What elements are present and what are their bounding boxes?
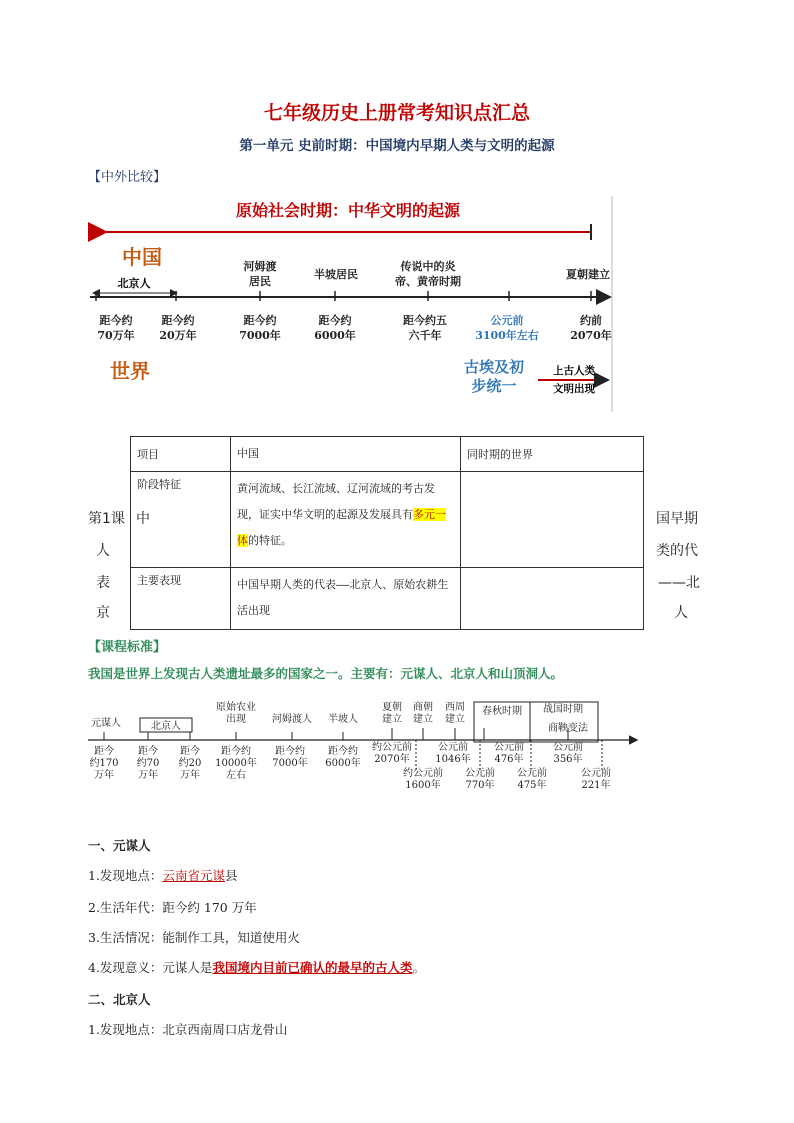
- date-2b: 20万年: [159, 329, 197, 342]
- ancient-1: 上古人类: [553, 365, 595, 377]
- t2-bot-20: 公元前: [494, 742, 524, 753]
- date-3b: 7000年: [239, 329, 281, 342]
- t2-top-9: 建立: [413, 714, 433, 725]
- beijing-man-label: 北京人: [117, 277, 151, 290]
- t2-top-0: 元谋人: [91, 718, 121, 729]
- date-5b: 六千年: [408, 329, 442, 342]
- t2-top-10: 西周: [445, 702, 465, 713]
- page-title: 七年级历史上册常考知识点汇总: [263, 102, 530, 124]
- date-4a: 距今约: [318, 314, 352, 327]
- side-right-3: ——北: [658, 575, 700, 591]
- row-label: 主要表现: [131, 568, 231, 630]
- heading-beijing: 二、北京人: [88, 992, 151, 1007]
- side-right-4: 人: [674, 605, 688, 621]
- side-right-2: 类的代: [656, 543, 698, 559]
- table-header-world: 同时期的世界: [461, 437, 644, 472]
- event-hemudu-1: 河姆渡: [243, 260, 277, 273]
- date-3a: 距今约: [243, 314, 277, 327]
- t2-bot-11: 左右: [226, 770, 246, 781]
- t2-low-7: 221年: [581, 780, 611, 791]
- t2-bot-14: 距今约: [328, 746, 358, 757]
- side-left-3: 人: [96, 543, 110, 559]
- world-label: 世界: [110, 359, 150, 383]
- t2-top-2: 原始农业: [216, 702, 256, 713]
- t2-top-4: 河姆渡人: [272, 714, 312, 725]
- t2-top-3: 出现: [226, 714, 246, 725]
- t2-bot-19: 1046年: [435, 754, 471, 765]
- t2-bot-0: 距今: [94, 746, 114, 757]
- t2-bot-2: 万年: [94, 770, 114, 781]
- table-header-china: 中国: [231, 437, 461, 472]
- t2-low-1: 1600年: [405, 780, 441, 791]
- date-7b: 2070年: [570, 329, 612, 342]
- t2-bot-17: 2070年: [374, 754, 410, 765]
- t2-low-2: 公元前: [465, 768, 495, 779]
- row-label: 阶段特征: [131, 472, 231, 568]
- t2-bot-10: 10000年: [215, 758, 257, 769]
- date-6b: 3100年左右: [475, 329, 539, 342]
- t2-bot-9: 距今约: [221, 746, 251, 757]
- t2-bot-7: 约20: [178, 758, 202, 769]
- side-right-1: 国早期: [656, 511, 698, 527]
- t2-top-14: 商鞅变法: [548, 723, 588, 734]
- t2-bot-4: 约70: [136, 758, 160, 769]
- china-label: 中国: [122, 245, 162, 269]
- row-china-highlight: 多元一体: [237, 508, 446, 547]
- date-6a: 公元前: [490, 314, 524, 327]
- t2-low-0: 约公元前: [403, 768, 443, 779]
- unit-subtitle: 第一单元 史前时期：中国境内早期人类与文明的起源: [239, 138, 555, 154]
- t2-top-11: 建立: [445, 714, 465, 725]
- date-1a: 距今约: [99, 314, 133, 327]
- t2-top-1: 北京人: [151, 721, 181, 732]
- banner-text: 原始社会时期：中华文明的起源: [235, 201, 461, 220]
- t2-bot-8: 万年: [180, 770, 200, 781]
- t2-low-4: 公元前: [517, 768, 547, 779]
- t2-bot-13: 7000年: [272, 758, 308, 769]
- side-left-5: 京: [96, 605, 110, 621]
- ancient-2: 文明出现: [553, 383, 595, 395]
- table-header-item: 项目: [131, 437, 231, 472]
- t2-bot-12: 距今约: [275, 746, 305, 757]
- t2-top-5: 半坡人: [328, 714, 358, 725]
- egypt-2: 步统一: [471, 377, 517, 395]
- t2-bot-18: 公元前: [438, 742, 468, 753]
- standard-heading: 【课程标准】: [88, 640, 167, 655]
- yuanmou-line-1: 1.发现地点：云南省元谋县: [88, 868, 238, 883]
- event-legend-1: 传说中的炎: [400, 260, 456, 273]
- t2-bot-5: 万年: [138, 770, 158, 781]
- t2-top-13: 战国时期: [543, 704, 583, 715]
- standard-text: 我国是世界上发现古人类遗址最多的国家之一。主要有：元谋人、北京人和山顶洞人。: [88, 666, 564, 681]
- side-left-2: 中: [136, 511, 150, 527]
- t2-bot-22: 公元前: [553, 742, 583, 753]
- row-china-post: 的特征。: [248, 534, 292, 547]
- egypt-1: 古埃及初: [463, 358, 525, 376]
- compare-heading: 【中外比较】: [88, 170, 167, 185]
- t2-bot-6: 距今: [180, 746, 200, 757]
- t2-top-6: 夏朝: [382, 702, 402, 713]
- t2-low-6: 公元前: [581, 768, 611, 779]
- date-4b: 6000年: [314, 329, 356, 342]
- t2-low-3: 770年: [465, 780, 495, 791]
- date-7a: 约前: [580, 314, 602, 327]
- event-legend-2: 帝、黄帝时期: [395, 275, 461, 288]
- yuanmou-significance: 我国境内目前已确认的最早的古人类: [212, 960, 413, 975]
- date-2a: 距今约: [161, 314, 195, 327]
- beijing-line-1: 1.发现地点：北京西南周口店龙骨山: [88, 1022, 288, 1037]
- date-1b: 70万年: [97, 329, 135, 342]
- t2-low-5: 475年: [517, 780, 547, 791]
- event-hemudu-2: 居民: [249, 275, 271, 288]
- t2-bot-21: 476年: [494, 754, 524, 765]
- t2-top-7: 建立: [382, 714, 402, 725]
- event-xia: 夏朝建立: [566, 268, 610, 281]
- yuanmou-line-3: 3.生活情况：能制作工具，知道使用火: [88, 930, 300, 945]
- yuanmou-line-2: 2.生活年代：距今约 170 万年: [88, 900, 257, 915]
- event-banpo: 半坡居民: [314, 268, 358, 281]
- date-5a: 距今约五: [403, 314, 447, 327]
- t2-bot-15: 6000年: [325, 758, 361, 769]
- yuanmou-line-4: 4.发现意义：元谋人是我国境内目前已确认的最早的古人类。: [88, 960, 425, 975]
- side-left-1: 第1课: [88, 511, 125, 527]
- t2-bot-1: 约170: [89, 758, 119, 769]
- side-left-4: 表: [96, 575, 110, 591]
- t2-top-8: 商朝: [413, 702, 433, 713]
- t2-top-12: 春秋时期: [482, 706, 522, 717]
- t2-bot-3: 距今: [138, 746, 158, 757]
- t2-bot-23: 356年: [553, 754, 583, 765]
- row-china: 中国早期人类的代表——北京人、原始农耕生活出现: [231, 568, 461, 630]
- t2-bot-16: 约公元前: [372, 742, 412, 753]
- row-china-pre: 黄河流域、长江流域、辽河流域的考古发现，证实中华文明的起源及发展具有: [237, 482, 435, 521]
- yuanmou-location: 云南省元谋: [162, 868, 225, 883]
- heading-yuanmou: 一、元谋人: [88, 838, 151, 853]
